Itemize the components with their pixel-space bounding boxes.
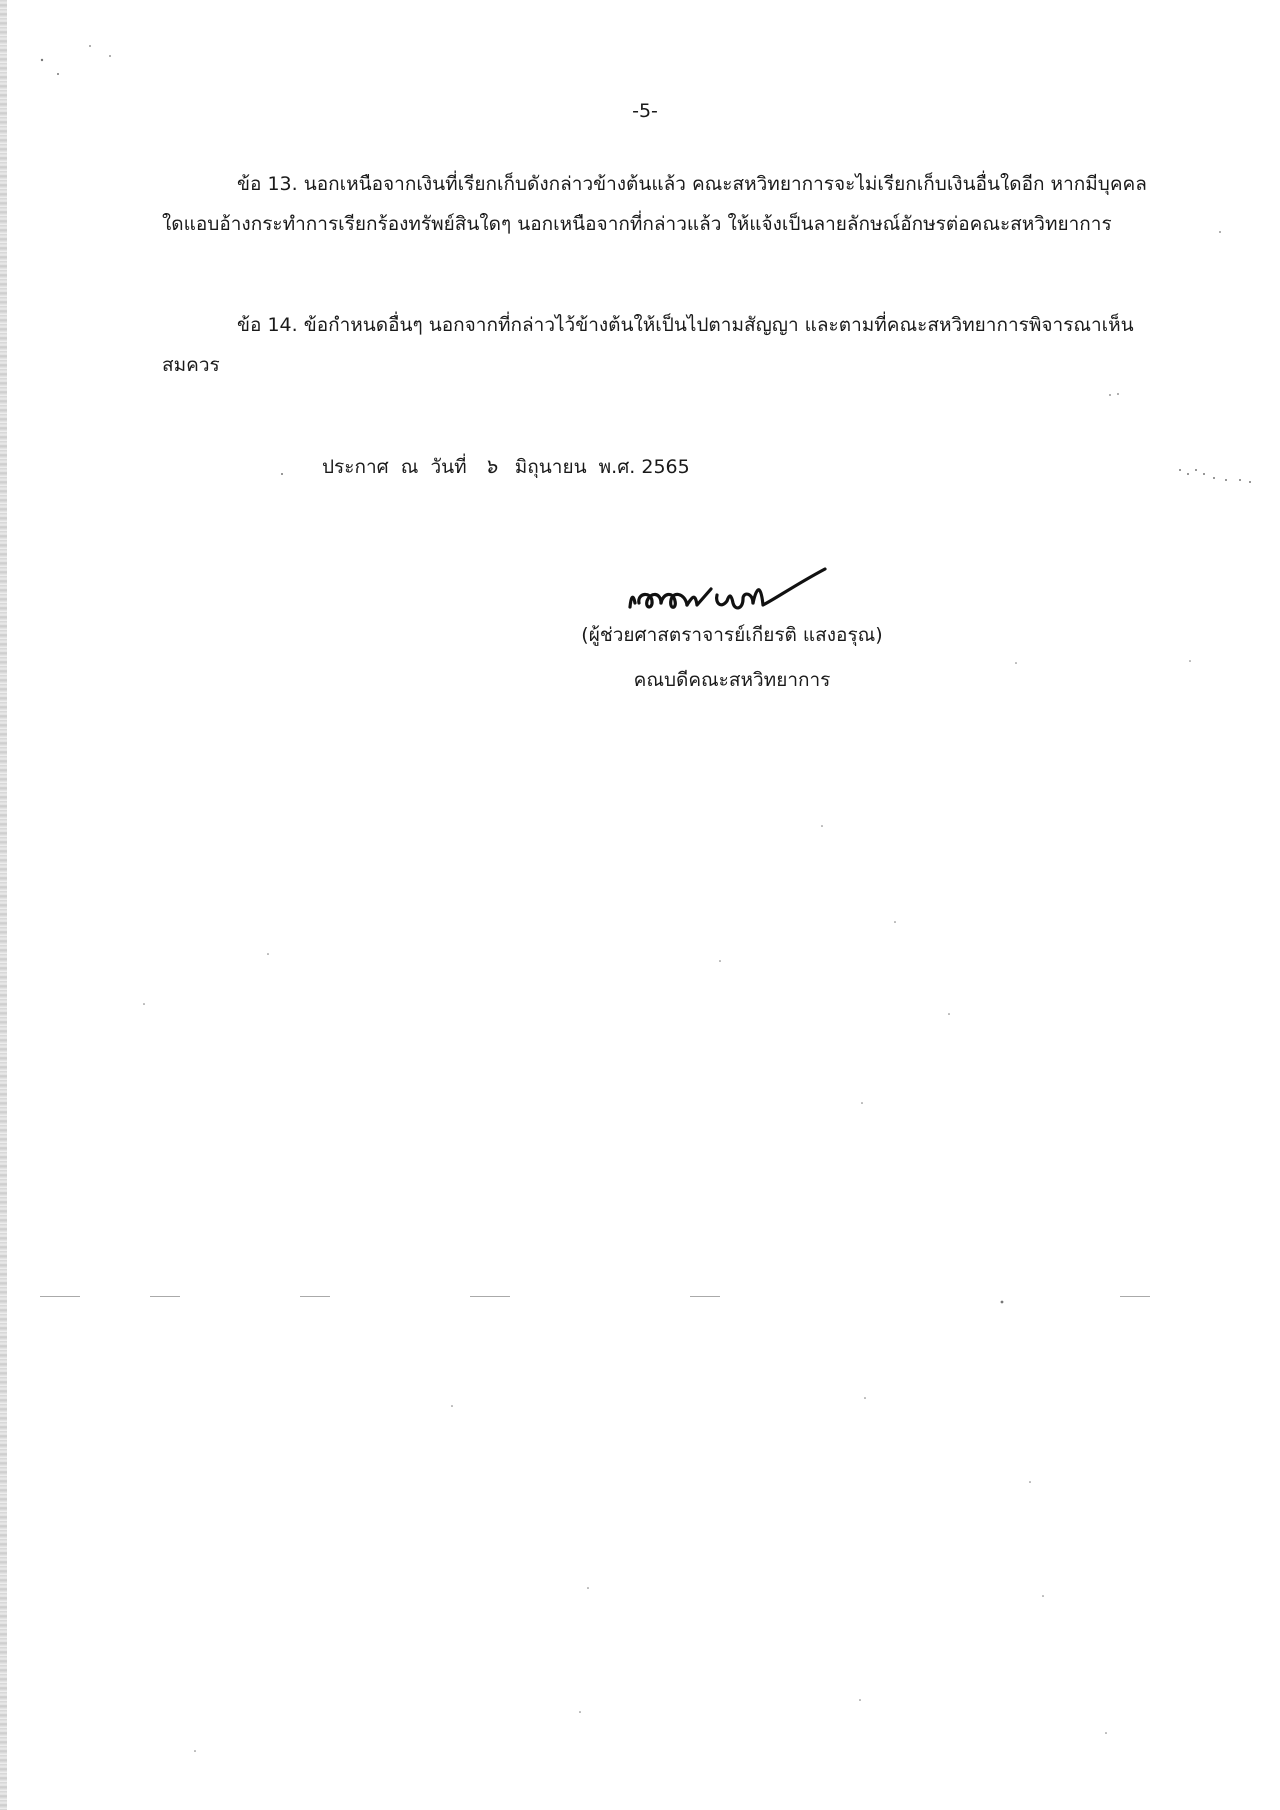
announcement-date	[322, 450, 690, 482]
clause-13-label: ข้อ 13.	[237, 173, 298, 195]
clause-14-text: ข้อกำหนดอื่นๆ นอกจากที่กล่าวไว้ข้างต้นให้เป็นไปตามสัญญา และตามที่คณะสหวิทยาการพิจารณาเห็นสมควร	[162, 314, 1134, 376]
announcement-day: ๖	[484, 454, 498, 478]
clause-13-text: นอกเหนือจากเงินที่เรียกเก็บดังกล่าวข้างต้นแล้ว คณะสหวิทยาการจะไม่เรียกเก็บเงินอื่นใดอีก หากมีบุคคลใดแอบอ้างกระทำการเรียกร้องทรัพย์สินใดๆ นอกเหนือจากที่กล่าวแล้ว ให้แจ้งเป็นลายลักษณ์อักษรต่อคณะสหวิทยาการ	[162, 173, 1147, 235]
clause-13	[162, 164, 1152, 244]
clause-14-label: ข้อ 14.	[237, 314, 298, 336]
scan-edge	[0, 0, 7, 1810]
announcement-month-year: มิถุนายน พ.ศ. 2565	[514, 456, 690, 478]
page-number: -5-	[632, 100, 658, 122]
handwritten-signature	[625, 555, 865, 625]
clause-14	[162, 305, 1152, 385]
announcement-prefix: ประกาศ ณ วันที่	[322, 456, 467, 478]
signer-name: (ผู้ช่วยศาสตราจารย์เกียรติ แสงอรุณ)	[581, 624, 883, 646]
signer-position: คณบดีคณะสหวิทยาการ	[633, 669, 831, 691]
